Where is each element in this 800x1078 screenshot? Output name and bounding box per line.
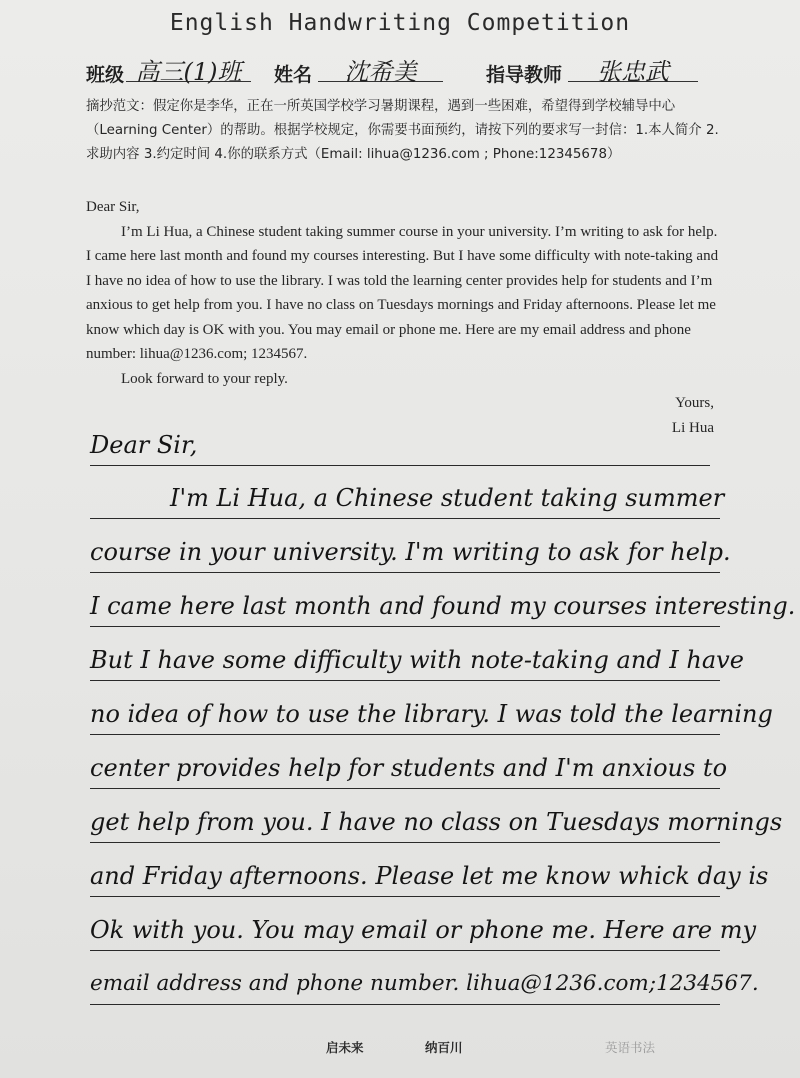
handwritten-line: get help from you. I have no class on Tuesdays mornings bbox=[90, 802, 720, 843]
footer-left: 启未来 bbox=[326, 1040, 364, 1055]
name-label: 姓名 bbox=[274, 64, 313, 86]
footer-right: 英语书法 bbox=[605, 1040, 656, 1055]
student-info-row bbox=[86, 52, 726, 86]
handwritten-line: and Friday afternoons. Please let me know whick day is bbox=[90, 856, 720, 897]
handwritten-line: I'm Li Hua, a Chinese student taking summer bbox=[90, 478, 720, 519]
model-signoff: Yours, bbox=[675, 395, 714, 411]
handwritten-line: But I have some difficulty with note-taking and I have bbox=[90, 640, 720, 681]
handwritten-line: Ok with you. You may email or phone me. Here are my bbox=[90, 910, 720, 951]
name-value: 沈希美 bbox=[318, 52, 443, 82]
footer-middle: 纳百川 bbox=[425, 1040, 463, 1055]
class-value: 高三(1)班 bbox=[126, 52, 251, 82]
handwritten-line: I came here last month and found my courses interesting. bbox=[90, 586, 720, 627]
teacher-label: 指导教师 bbox=[486, 64, 563, 86]
handwritten-line: Dear Sir, bbox=[90, 425, 710, 466]
handwritten-line: no idea of how to use the library. I was told the learning bbox=[90, 694, 720, 735]
handwritten-line: course in your university. I'm writing to ask for help. bbox=[90, 532, 720, 573]
teacher-value: 张忠武 bbox=[568, 52, 698, 82]
model-closing-line: Look forward to your reply. bbox=[121, 370, 288, 387]
model-letter bbox=[86, 195, 726, 440]
model-signature: Li Hua bbox=[671, 419, 714, 436]
handwritten-line: email address and phone number. lihua@1236.com;1234567. bbox=[90, 964, 720, 1005]
class-label: 班级 bbox=[86, 64, 125, 86]
model-body: I’m Li Hua, a Chinese student taking summer course in your university. I’m writing to ask for help. I came here last month and found my courses interesting. But I have some difficulty with note-taking and I have no idea of how to use the library. I was told the learning center provides help for students and I’m anxious to get help from you. I have no class on Tuesdays mornings and Friday afternoons. Please let me know which day is OK with you. You may email or phone me. Here are my email address and phone number: lihua@1236.com; 1234567. bbox=[86, 223, 719, 362]
instructions-text: 摘抄范文：假定你是李华，正在一所英国学校学习暑期课程，遇到一些困难，希望得到学校辅导中心（Learning Center）的帮助。根据学校规定，你需要书面预约，请按下列的要求写一封信：1.本人简介 2.求助内容 3.约定时间 4.你的联系方式（Email: lihua@1236.com ; Phone:12345678） bbox=[86, 99, 719, 162]
handwritten-line: center provides help for students and I'm anxious to bbox=[90, 748, 720, 789]
model-greeting: Dear Sir, bbox=[86, 199, 140, 215]
page-title: English Handwriting Competition bbox=[169, 10, 631, 36]
